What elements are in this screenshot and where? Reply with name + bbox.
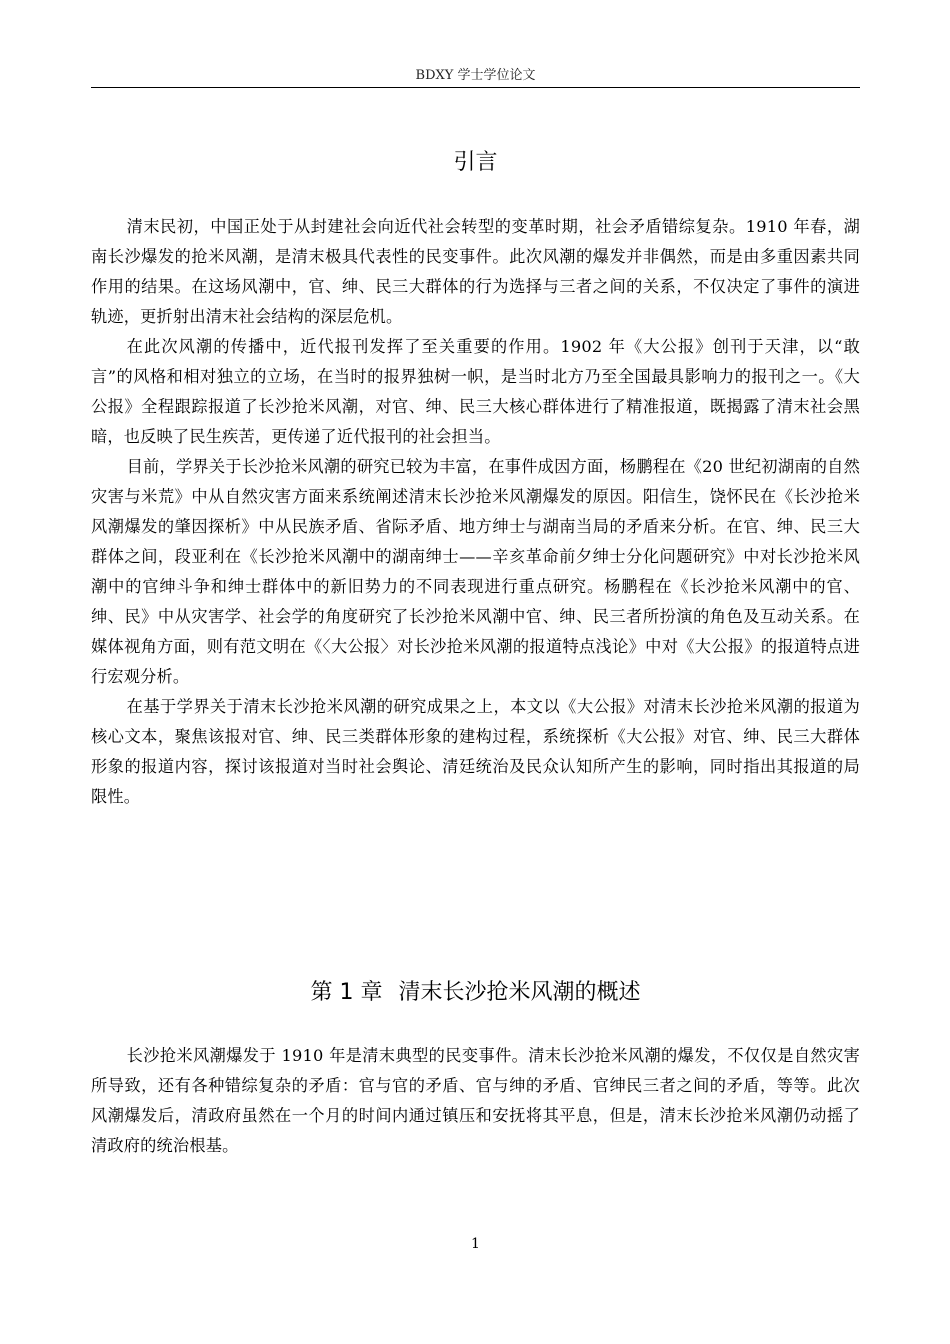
page-number: 1 (471, 1236, 480, 1252)
paragraph: 长沙抢米风潮爆发于 1910 年是清末典型的民变事件。清末长沙抢米风潮的爆发，不仅仅是自然灾害所导致，还有各种错综复杂的矛盾：官与官的矛盾、官与绅的矛盾、官绅民三者之间的矛盾，等等。此次风潮爆发后，清政府虽然在一个月的时间内通过镇压和安抚将其平息，但是，清末长沙抢米风潮仍动摇了清政府的统治根基。 (91, 1046, 860, 1155)
chapter-number: 第 1 章 (310, 980, 383, 1005)
paragraph: 在基于学界关于清末长沙抢米风潮的研究成果之上，本文以《大公报》对清末长沙抢米风潮的报道为核心文本，聚焦该报对官、绅、民三类群体形象的建构过程，系统探析《大公报》对官、绅、民三大群体形象的报道内容，探讨该报道对当时社会舆论、清廷统治及民众认知所产生的影响，同时指出其报道的局限性。 (91, 697, 860, 806)
running-header: BDXY 学士学位论文 (415, 68, 536, 83)
paragraph: 清末民初，中国正处于从封建社会向近代社会转型的变革时期，社会矛盾错综复杂。1910 年春，湖南长沙爆发的抢米风潮，是清末极具代表性的民变事件。此次风潮的爆发并非偶然，而是由多重因素共同作用的结果。在这场风潮中，官、绅、民三大群体的行为选择与三者之间的关系，不仅决定了事件的演进轨迹，更折射出清末社会结构的深层危机。 (91, 217, 860, 326)
intro-body (91, 212, 860, 812)
header-rule (91, 87, 860, 88)
chapter-heading: 清末长沙抢米风潮的概述 (398, 980, 641, 1005)
paragraph: 在此次风潮的传播中，近代报刊发挥了至关重要的作用。1902 年《大公报》创刊于天津，以“敢言”的风格和相对独立的立场，在当时的报界独树一帜，是当时北方乃至全国最具影响力的报刊之一。《大公报》全程跟踪报道了长沙抢米风潮，对官、绅、民三大核心群体进行了精准报道，既揭露了清末社会黑暗，也反映了民生疾苦，更传递了近代报刊的社会担当。 (91, 337, 860, 446)
intro-title: 引言 (453, 150, 498, 175)
chapter-body (91, 1041, 860, 1161)
chapter-title (91, 978, 860, 1008)
paragraph: 目前，学界关于长沙抢米风潮的研究已较为丰富，在事件成因方面，杨鹏程在《20 世纪初湖南的自然灾害与米荒》中从自然灾害方面来系统阐述清末长沙抢米风潮爆发的原因。阳信生，饶怀民在《长沙抢米风潮爆发的肇因探析》中从民族矛盾、省际矛盾、地方绅士与湖南当局的矛盾来分析。在官、绅、民三大群体之间，段亚利在《长沙抢米风潮中的湖南绅士——辛亥革命前夕绅士分化问题研究》中对长沙抢米风潮中的官绅斗争和绅士群体中的新旧势力的不同表现进行重点研究。杨鹏程在《长沙抢米风潮中的官、绅、民》中从灾害学、社会学的角度研究了长沙抢米风潮中官、绅、民三者所扮演的角色及互动关系。在媒体视角方面，则有范文明在《〈大公报〉对长沙抢米风潮的报道特点浅论》中对《大公报》的报道特点进行宏观分析。 (91, 457, 860, 686)
